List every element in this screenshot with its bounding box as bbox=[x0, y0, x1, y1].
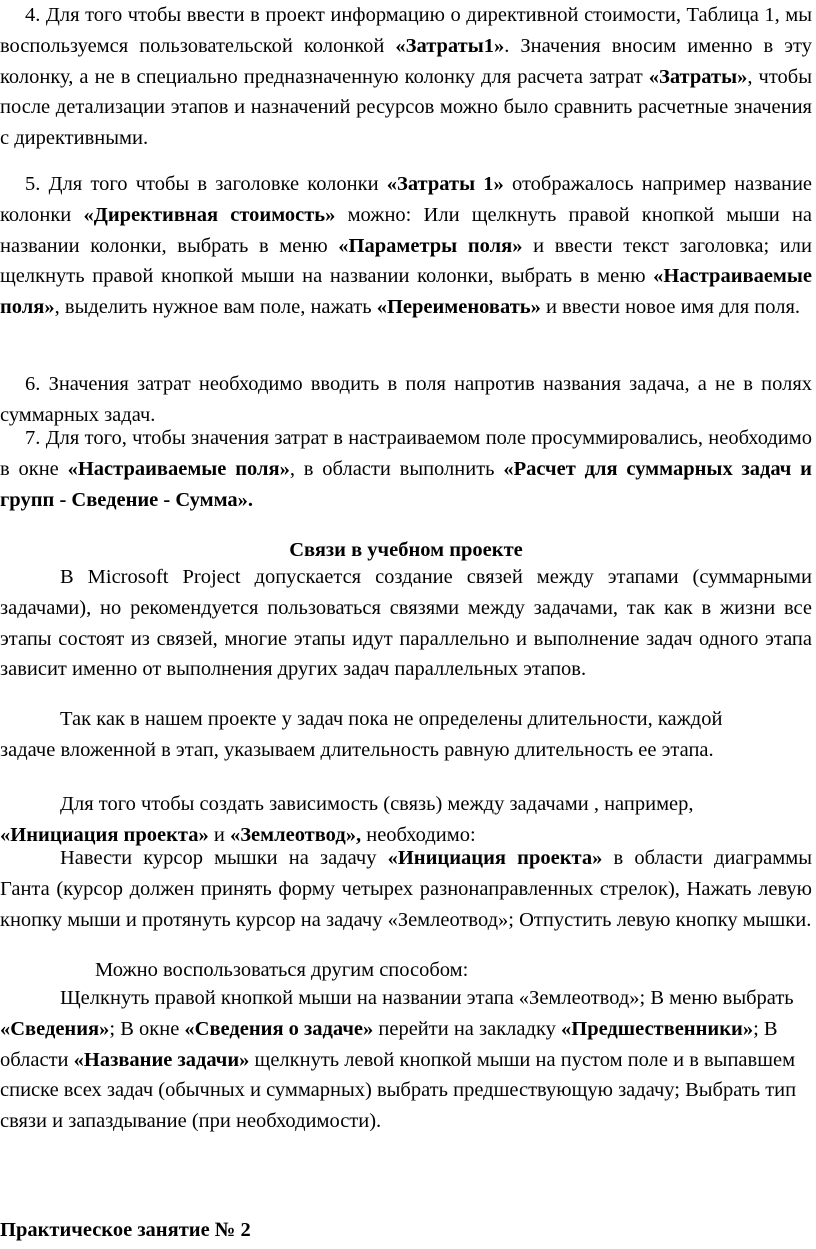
list-item-number: 7. bbox=[25, 427, 41, 449]
paragraph-drag-method: Навести курсор мышки на задачу «Инициация проекта» в области диаграммы Ганта (курсор должен принять форму четырех разнонаправленных стрелок), Нажать левую кнопку мыши и протянуть курсор на задачу «Землеотвод»; Отпустить левую кнопку мышки. bbox=[0, 847, 812, 931]
section-title: Связи в учебном проекте bbox=[289, 539, 523, 561]
list-item-number: 6. bbox=[25, 373, 41, 395]
paragraph-create-dependency: Для того чтобы создать зависимость (связь) между задачами , например, «Инициация проекта» и «Землеотвод», необходимо: bbox=[0, 793, 694, 846]
list-item-4: 4. Для того чтобы ввести в проект информацию о директивной стоимости, Таблица 1, мы воспользуемся пользовательской колонкой «Затраты1». Значения вносим именно в эту колонку, а не в специально предназначенную колонку для расчета затрат «Затраты», чтобы после детализации этапов и назначений ресурсов можно было сравнить расчетные значения с директивными. bbox=[0, 4, 812, 150]
paragraph-durations: Так как в нашем проекте у задач пока не определены длительности, каждой задаче вложенной в этап, указываем длительность равную длительность ее этапа. bbox=[0, 708, 723, 761]
paragraph-context-menu-method: Щелкнуть правой кнопкой мыши на названии этапа «Землеотвод»; В меню выбрать «Сведения»; В окне «Сведения о задаче» перейти на закладку «Предшественники»; В области «Название задачи» щелкнуть левой кнопкой мыши на пустом поле и в выпавшем списке всех задач (обычных и суммарных) выбрать предшествующую задачу; Выбрать тип связи и запаздывание (при необходимости). bbox=[0, 987, 797, 1133]
paragraph-links-intro: В Microsoft Project допускается создание связей между этапами (суммарными задачами), но рекомендуется пользоваться связями между задачами, так как в жизни все этапы состоят из связей, многие этапы идут параллельно и выполнение задач одного этапа зависит именно от выполнения других задач параллельных этапов. bbox=[0, 566, 812, 681]
list-item-number: 4. bbox=[25, 4, 41, 26]
list-item-5: 5. Для того чтобы в заголовке колонки «Затраты 1» отображалось например название колонки «Директивная стоимость» можно: Или щелкнуть правой кнопкой мыши на названии колонки, выбрать в меню «Параметры поля» и ввести текст заголовка; или щелкнуть правой кнопкой мыши на названии колонки, выбрать в меню «Настраиваемые поля», выделить нужное вам поле, нажать «Переименовать» и ввести новое имя для поля. bbox=[0, 173, 813, 319]
practical-lesson-title: Практическое занятие № 2 bbox=[0, 1219, 251, 1241]
list-item-number: 5. bbox=[25, 173, 41, 195]
list-item-7: 7. Для того, чтобы значения затрат в настраиваемом поле просуммировались, необходимо в окне «Настраиваемые поля», в области выполнить «Расчет для суммарных задач и групп - Сведение - Сумма». bbox=[0, 427, 812, 511]
paragraph-other-method: Можно воспользоваться другим способом: bbox=[95, 959, 469, 981]
list-item-6: 6. Значения затрат необходимо вводить в поля напротив названия задача, а не в полях суммарных задач. bbox=[0, 373, 813, 426]
